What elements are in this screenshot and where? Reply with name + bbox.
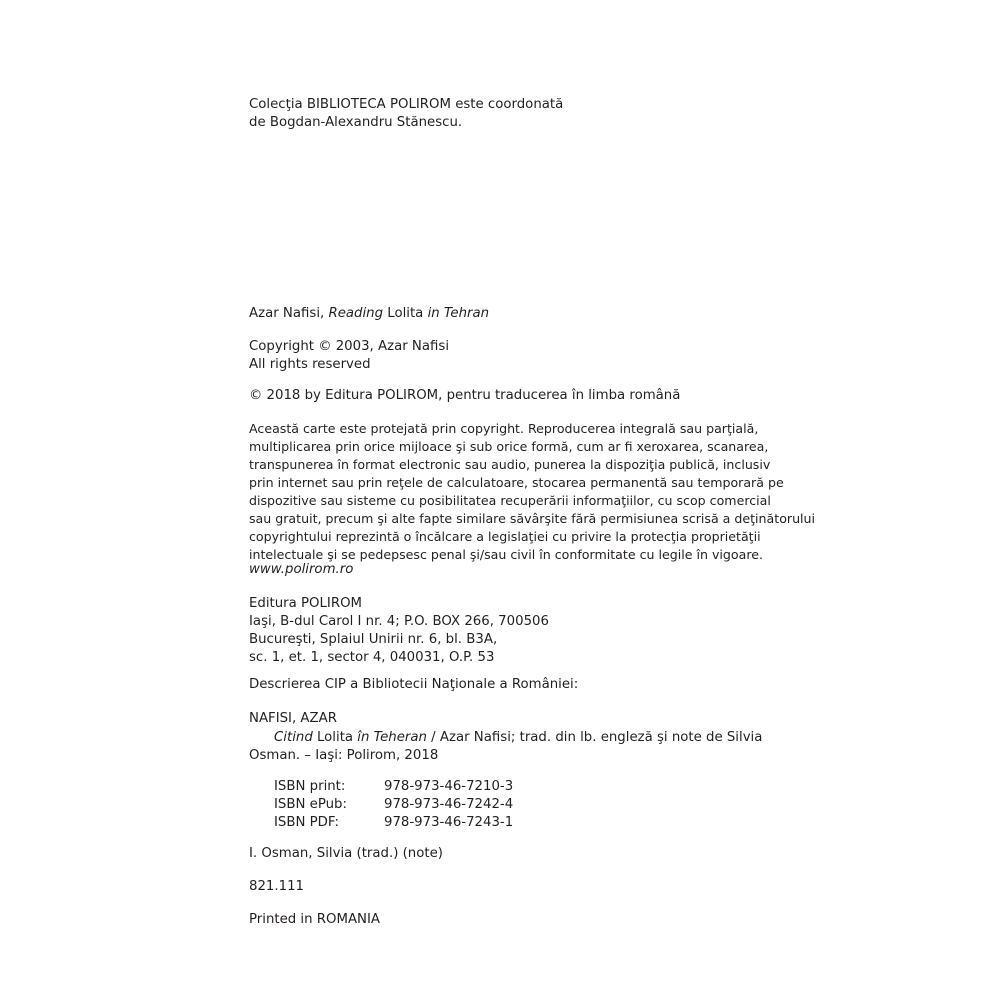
cip-title-rest: / Azar Nafisi; trad. din lb. engleză şi note de Silvia xyxy=(426,730,763,745)
collection-note-line-2: de Bogdan-Alexandru Stănescu. xyxy=(249,115,463,130)
website xyxy=(249,561,769,579)
cip-contributors-text: I. Osman, Silvia (trad.) (note) xyxy=(249,846,443,861)
original-title-line xyxy=(249,305,769,323)
original-title-lolita: Lolita xyxy=(383,306,428,321)
cip-title-teheran: în Teheran xyxy=(357,730,427,745)
cip-author-text: NAFISI, AZAR xyxy=(249,711,337,726)
cip-title-entry xyxy=(249,729,769,765)
publisher-info xyxy=(249,595,769,667)
cip-heading-text: Descrierea CIP a Bibliotecii Naţionale a României: xyxy=(249,677,579,692)
legal-notice-line: prin internet sau prin reţele de calculatoare, stocarea permanentă sau temporară pe xyxy=(249,475,784,490)
cip-contributors xyxy=(249,845,769,863)
printed-in xyxy=(249,911,769,929)
legal-notice-line: intelectuale şi se pedepsesc penal şi/sau civil în conformitate cu legile în vigoare. xyxy=(249,547,763,562)
translation-copyright-line: © 2018 by Editura POLIROM, pentru traducerea în limba română xyxy=(249,388,681,403)
isbn-list xyxy=(249,778,769,832)
cip-heading xyxy=(249,676,769,694)
isbn-row xyxy=(249,796,769,814)
copyright-line-1: Copyright © 2003, Azar Nafisi xyxy=(249,339,450,354)
legal-notice xyxy=(249,420,816,564)
publisher-name: Editura POLIROM xyxy=(249,596,363,611)
cip-title-citind: Citind xyxy=(274,730,313,745)
legal-notice-line: copyrightului reprezintă o încălcare a legislaţiei cu privire la protecţia proprietăţii xyxy=(249,529,761,544)
publisher-address-2: Bucureşti, Splaiul Unirii nr. 6, bl. B3A, xyxy=(249,632,498,647)
translation-copyright xyxy=(249,387,769,405)
isbn-value: 978-973-46-7242-4 xyxy=(384,797,514,812)
legal-notice-line: multiplicarea prin orice mijloace şi sub orice formă, cum ar fi xeroxarea, scanarea, xyxy=(249,439,769,454)
collection-note xyxy=(249,96,769,132)
copyright-line-2: All rights reserved xyxy=(249,357,371,372)
isbn-row xyxy=(249,778,769,796)
isbn-label: ISBN PDF: xyxy=(274,815,340,830)
isbn-row xyxy=(249,814,769,832)
legal-notice-line: transpunerea în format electronic sau audio, punerea la dispoziţia publică, inclusiv xyxy=(249,457,771,472)
collection-note-line-1: Colecţia BIBLIOTECA POLIROM este coordonată xyxy=(249,97,564,112)
publisher-address-1: Iaşi, B-dul Carol I nr. 4; P.O. BOX 266, 700506 xyxy=(249,614,549,629)
original-title-tehran: in Tehran xyxy=(427,306,490,321)
cip-classification xyxy=(249,878,769,896)
website-link: www.polirom.ro xyxy=(249,562,354,577)
legal-notice-line: sau gratuit, precum şi alte fapte similare săvârşite fără permisiunea scrisă a deţinătorului xyxy=(249,511,816,526)
publisher-address-3: sc. 1, et. 1, sector 4, 040031, O.P. 53 xyxy=(249,650,495,665)
isbn-label: ISBN ePub: xyxy=(274,797,347,812)
cip-author xyxy=(249,710,769,728)
printed-in-text: Printed in ROMANIA xyxy=(249,912,381,927)
legal-notice-line: dispozitive sau sisteme cu posibilitatea recuperării informaţiilor, cu scop comercial xyxy=(249,493,771,508)
original-title-reading: Reading xyxy=(328,306,384,321)
copyright-notice xyxy=(249,338,769,374)
original-author: Azar Nafisi, xyxy=(249,306,329,321)
isbn-label: ISBN print: xyxy=(274,779,346,794)
cip-title-line-2: Osman. – Iaşi: Polirom, 2018 xyxy=(249,748,439,763)
original-title xyxy=(249,305,769,323)
cip-title-lolita: Lolita xyxy=(312,730,358,745)
isbn-value: 978-973-46-7243-1 xyxy=(384,815,514,830)
cip-title-line-1 xyxy=(249,729,769,747)
cip-classification-text: 821.111 xyxy=(249,879,304,894)
legal-notice-line: Această carte este protejată prin copyright. Reproducerea integrală sau parţială, xyxy=(249,421,759,436)
isbn-value: 978-973-46-7210-3 xyxy=(384,779,514,794)
